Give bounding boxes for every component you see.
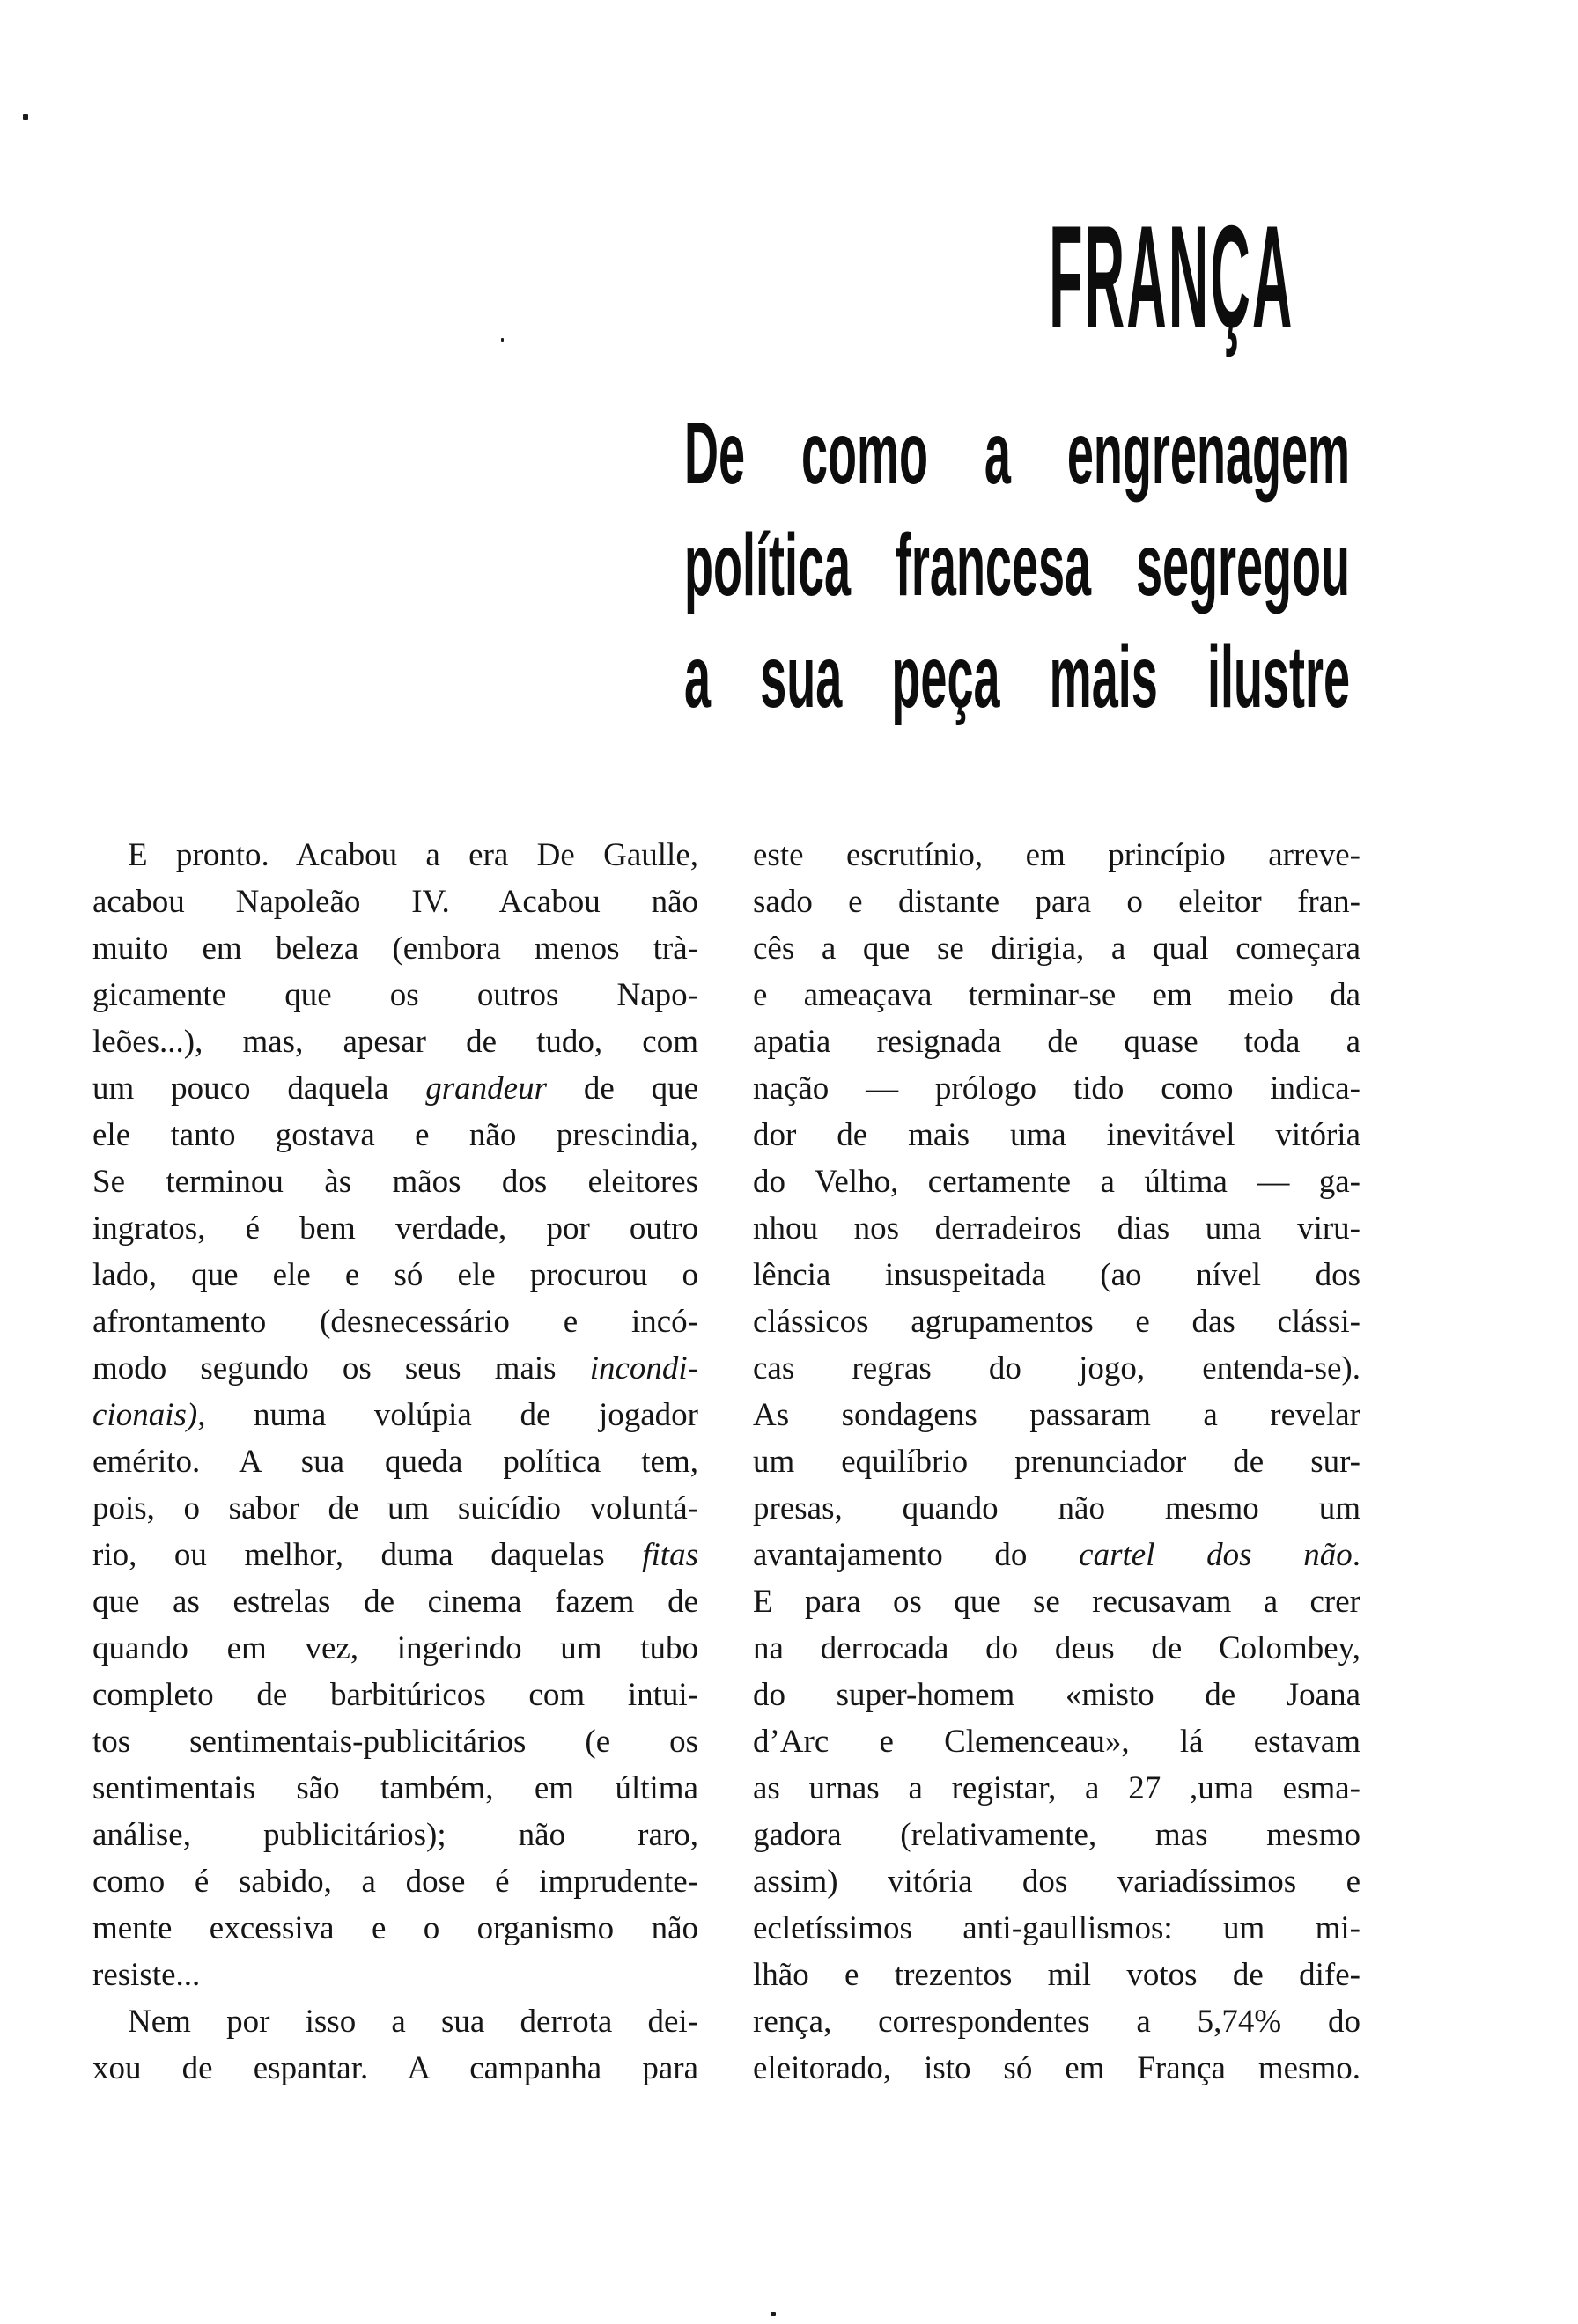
text-line: avantajamento do cartel dos não. (753, 1537, 1360, 1573)
text-line: do Velho, certamente a última — ga- (753, 1164, 1360, 1200)
text-line: emérito. A sua queda política tem, (92, 1444, 698, 1480)
text-line: ele tanto gostava e não prescindia, (92, 1117, 698, 1153)
text-line: assim) vitória dos variadíssimos e (753, 1864, 1360, 1900)
headline-line: De como a engrenagem (684, 404, 1350, 503)
section-title: FRANÇA (1049, 195, 1294, 357)
text-line: quando em vez, ingerindo um tubo (92, 1630, 698, 1666)
text-line: gicamente que os outros Napo- (92, 977, 698, 1013)
text-line: rença, correspondentes a 5,74% do (753, 2004, 1360, 2040)
text-line: do super-homem «misto de Joana (753, 1677, 1360, 1713)
text-line: completo de barbitúricos com intui- (92, 1677, 698, 1713)
text-line: análise, publicitários); não raro, (92, 1817, 698, 1853)
text-line: eleitorado, isto só em França mesmo. (753, 2050, 1360, 2086)
text-line: modo segundo os seus mais incondi- (92, 1350, 698, 1386)
text-line: pois, o sabor de um suicídio voluntá- (92, 1490, 698, 1526)
text-line: que as estrelas de cinema fazem de (92, 1584, 698, 1620)
text-line: ingratos, é bem verdade, por outro (92, 1210, 698, 1247)
text-line: lado, que ele e só ele procurou o (92, 1257, 698, 1293)
text-line: ecletíssimos anti-gaullismos: um mi- (753, 1910, 1360, 1946)
text-line: cês a que se dirigia, a qual começara (753, 930, 1360, 967)
text-line: na derrocada do deus de Colombey, (753, 1630, 1360, 1666)
text-line: xou de espantar. A campanha para (92, 2050, 698, 2086)
text-line: um equilíbrio prenunciador de sur- (753, 1444, 1360, 1480)
text-line: as urnas a registar, a 27 ,uma esma- (753, 1770, 1360, 1806)
text-line: muito em beleza (embora menos trà- (92, 930, 698, 967)
ink-speck (501, 338, 504, 342)
text-line: rio, ou melhor, duma daquelas fitas (92, 1537, 698, 1573)
text-line: um pouco daquela grandeur de que (92, 1070, 698, 1107)
text-line: resiste... (92, 1957, 201, 1993)
text-line: nação — prólogo tido como indica- (753, 1070, 1360, 1107)
text-line: e ameaçava terminar-se em meio da (753, 977, 1360, 1013)
text-line: As sondagens passaram a revelar (753, 1397, 1360, 1433)
text-line: afrontamento (desnecessário e incó- (92, 1304, 698, 1340)
text-line: sentimentais são também, em última (92, 1770, 698, 1806)
ink-speck (771, 2312, 776, 2316)
body-column-right (753, 832, 1360, 2092)
text-line: apatia resignada de quase toda a (753, 1024, 1360, 1060)
text-line: lhão e trezentos mil votos de dife- (753, 1957, 1360, 1993)
article-headline (684, 398, 1350, 733)
text-line: cionais), numa volúpia de jogador (92, 1397, 698, 1433)
text-line: este escrutínio, em princípio arreve- (753, 837, 1360, 873)
headline-line: a sua peça mais ilustre (684, 628, 1350, 726)
headline-line: política francesa segregou (684, 516, 1350, 614)
text-line: clássicos agrupamentos e das clássi- (753, 1304, 1360, 1340)
text-line: acabou Napoleão IV. Acabou não (92, 884, 698, 920)
text-line: gadora (relativamente, mas mesmo (753, 1817, 1360, 1853)
text-line: d’Arc e Clemenceau», lá estavam (753, 1724, 1360, 1760)
text-line: Se terminou às mãos dos eleitores (92, 1164, 698, 1200)
text-line: E para os que se recusavam a crer (753, 1584, 1360, 1620)
text-line: cas regras do jogo, entenda-se). (753, 1350, 1360, 1386)
body-column-left (92, 832, 698, 2092)
text-line: dor de mais uma inevitável vitória (753, 1117, 1360, 1153)
text-line: lência insuspeitada (ao nível dos (753, 1257, 1360, 1293)
ink-speck (23, 114, 28, 120)
text-line: mente excessiva e o organismo não (92, 1910, 698, 1946)
text-line: presas, quando não mesmo um (753, 1490, 1360, 1526)
text-line: sado e distante para o eleitor fran- (753, 884, 1360, 920)
text-line: nhou nos derradeiros dias uma viru- (753, 1210, 1360, 1247)
text-line: E pronto. Acabou a era De Gaulle, (128, 837, 698, 873)
text-line: leões...), mas, apesar de tudo, com (92, 1024, 698, 1060)
text-line: Nem por isso a sua derrota dei- (128, 2004, 698, 2040)
text-line: tos sentimentais-publicitários (e os (92, 1724, 698, 1760)
text-line: como é sabido, a dose é imprudente- (92, 1864, 698, 1900)
